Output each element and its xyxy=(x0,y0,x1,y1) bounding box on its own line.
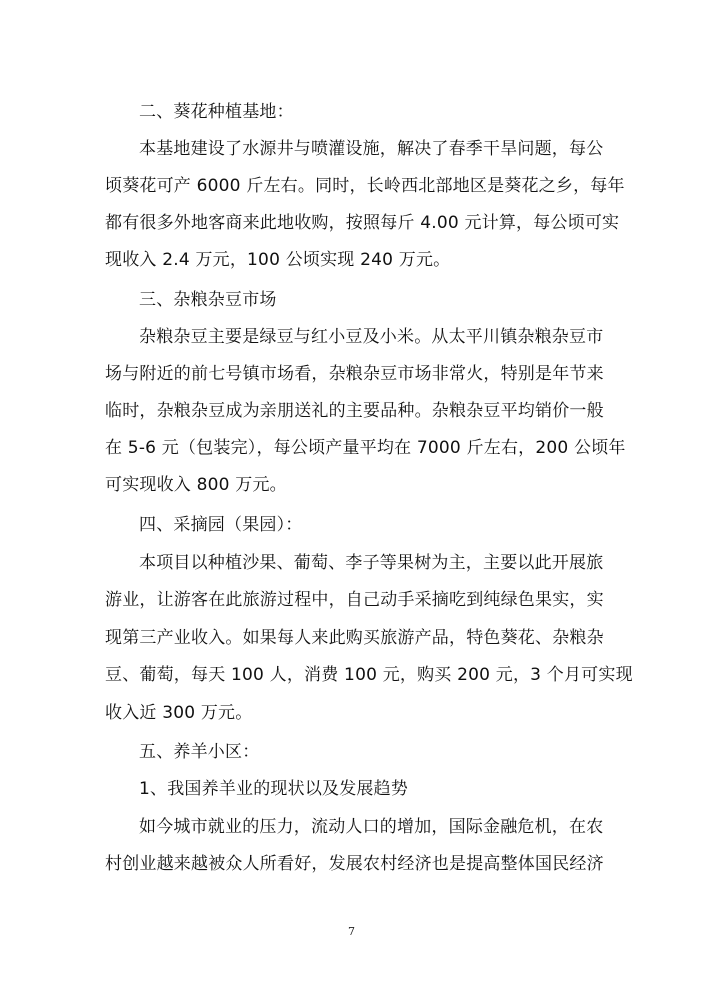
paragraph-line: 顷葵花可产 6000 斤左右。同时，长岭西北部地区是葵花之乡，每年 xyxy=(105,176,625,196)
paragraph-line: 现收入 2.4 万元，100 公顷实现 240 万元。 xyxy=(105,250,451,270)
heading-picking-garden: 四、采摘园（果园）： xyxy=(139,515,303,535)
paragraph-line: 杂粮杂豆主要是绿豆与红小豆及小米。从太平川镇杂粮杂豆市 xyxy=(139,327,604,347)
heading-grain-bean-market: 三、杂粮杂豆市场 xyxy=(139,290,277,310)
paragraph-line: 村创业越来越被众人所看好，发展农村经济也是提高整体国民经济 xyxy=(105,854,604,874)
paragraph-line: 收入近 300 万元。 xyxy=(105,703,253,723)
paragraph-line: 都有很多外地客商来此地收购，按照每斤 4.00 元计算，每公顷可实 xyxy=(105,213,620,233)
paragraph-line: 游业，让游客在此旅游过程中，自己动手采摘吃到纯绿色果实，实 xyxy=(105,590,604,610)
subheading-sheep-industry: 1、我国养羊业的现状以及发展趋势 xyxy=(139,779,409,799)
heading-sheep-area: 五、养羊小区： xyxy=(139,742,260,762)
paragraph-line: 现第三产业收入。如果每人来此购买旅游产品，特色葵花、杂粮杂 xyxy=(105,628,604,648)
paragraph-line: 场与附近的前七号镇市场看，杂粮杂豆市场非常火，特别是年节来 xyxy=(105,364,604,384)
page-number: 7 xyxy=(348,925,355,938)
paragraph-line: 如今城市就业的压力，流动人口的增加，国际金融危机，在农 xyxy=(139,817,604,837)
paragraph-line: 本基地建设了水源井与喷灌设施，解决了春季干旱问题，每公 xyxy=(139,139,604,159)
paragraph-line: 可实现收入 800 万元。 xyxy=(105,475,287,495)
heading-sunflower-base: 二、葵花种植基地： xyxy=(139,102,294,122)
paragraph-line: 豆、葡萄，每天 100 人，消费 100 元，购买 200 元，3 个月可实现 xyxy=(105,665,633,685)
paragraph-line: 临时，杂粮杂豆成为亲朋送礼的主要品种。杂粮杂豆平均销价一般 xyxy=(105,401,604,421)
paragraph-line: 在 5-6 元（包装完），每公顷产量平均在 7000 斤左右，200 公顷年 xyxy=(105,438,626,458)
paragraph-line: 本项目以种植沙果、葡萄、李子等果树为主，主要以此开展旅 xyxy=(139,553,604,573)
